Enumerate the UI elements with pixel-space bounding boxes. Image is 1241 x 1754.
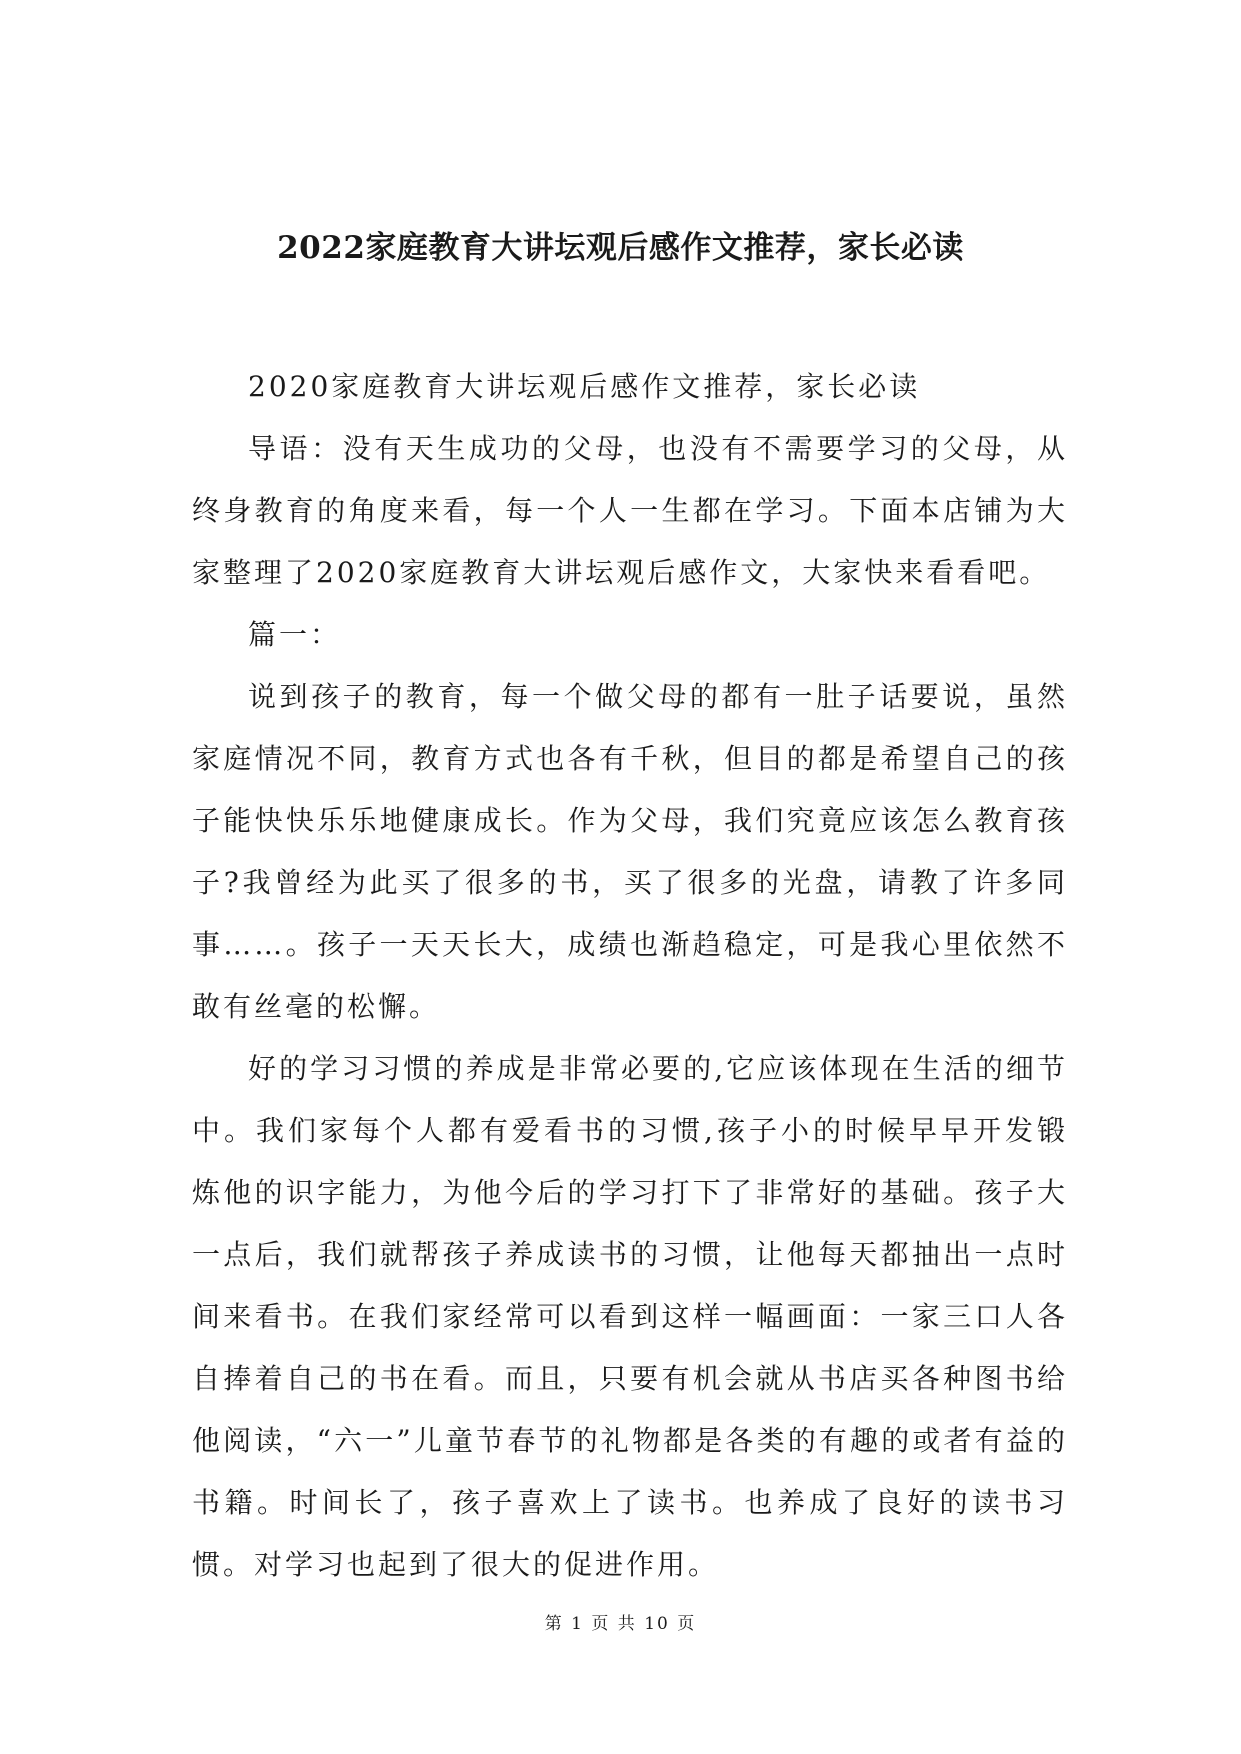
paragraph-body-1: 说到孩子的教育，每一个做父母的都有一肚子话要说，虽然家庭情况不同，教育方式也各有千秋，但目的都是希望自己的孩子能快快乐乐地健康成长。作为父母，我们究竟应该怎么教育孩子?我曾经为此买了很多的书，买了很多的光盘，请教了许多同事……。孩子一天天长大，成绩也渐趋稳定，可是我心里依然不敢有丝毫的松懈。 xyxy=(192,680,1068,1023)
paragraph-subtitle: 2020家庭教育大讲坛观后感作文推荐，家长必读 xyxy=(248,370,921,403)
document-title: 2022家庭教育大讲坛观后感作文推荐，家长必读 xyxy=(277,230,964,266)
paragraph-body-2: 好的学习习惯的养成是非常必要的,它应该体现在生活的细节中。我们家每个人都有爱看书的习惯,孩子小的时候早早开发锻炼他的识字能力，为他今后的学习打下了非常好的基础。孩子大一点后，我们就帮孩子养成读书的习惯，让他每天都抽出一点时间来看书。在我们家经常可以看到这样一幅画面：一家三口人各自捧着自己的书在看。而且，只要有机会就从书店买各种图书给他阅读，“六一”儿童节春节的礼物都是各类的有趣的或者有益的书籍。时间长了，孩子喜欢上了读书。也养成了良好的读书习惯。对学习也起到了很大的促进作用。 xyxy=(192,1052,1068,1581)
paragraph-section-heading: 篇一： xyxy=(248,618,342,651)
page-number: 第 1 页 共 10 页 xyxy=(544,1614,697,1634)
document-body xyxy=(192,356,1068,1596)
paragraph-intro: 导语：没有天生成功的父母，也没有不需要学习的父母，从终身教育的角度来看，每一个人一生都在学习。下面本店铺为大家整理了2020家庭教育大讲坛观后感作文，大家快来看看吧。 xyxy=(192,432,1068,589)
